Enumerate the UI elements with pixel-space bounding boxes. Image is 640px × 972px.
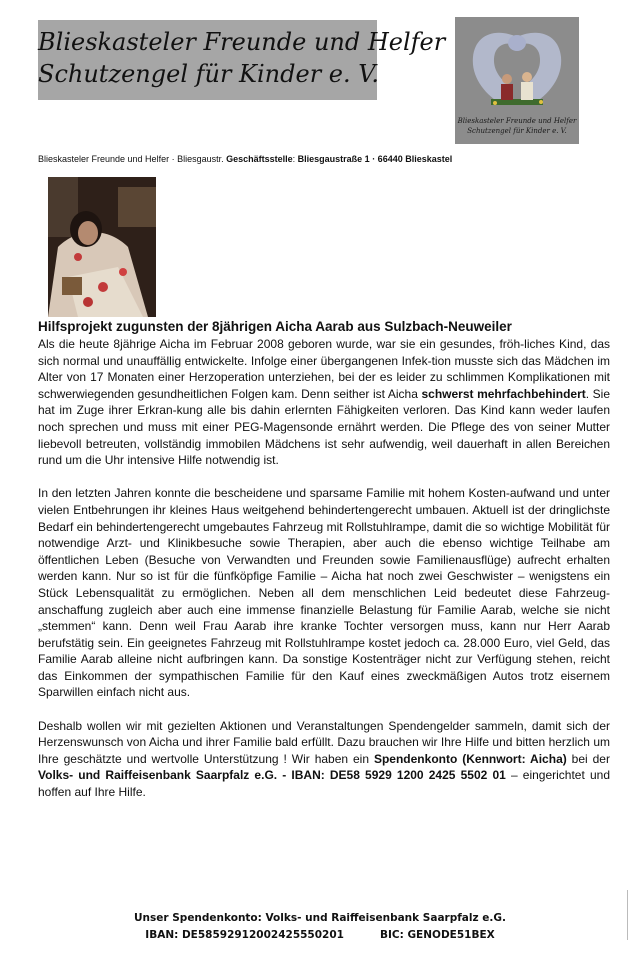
guardian-angel-logo xyxy=(455,17,579,144)
article-body xyxy=(38,336,610,817)
footer-bic: BIC: GENODE51BEX xyxy=(379,929,495,941)
paragraph-3-text-c: – eingerichtet und hoffen auf Ihre Hilfe. xyxy=(38,768,610,800)
logo-caption-line-2: Schutzengel für Kinder e. V. xyxy=(467,127,567,135)
footer-iban: IBAN: DE58592912002425550201 xyxy=(145,929,344,941)
paragraph-condition xyxy=(38,336,610,469)
address-separator: : xyxy=(292,154,298,164)
footer-line-2 xyxy=(0,927,640,944)
bank-iban-bold: Volks- und Raiffeisenbank Saarpfalz e.G. - IBAN: DE58 5929 1200 2425 5502 01 xyxy=(38,768,506,783)
paragraph-donation-appeal xyxy=(38,718,610,801)
organization-banner xyxy=(38,20,446,100)
address-label: Geschäftsstelle xyxy=(226,154,293,164)
logo-caption-line-1: Blieskasteler Freunde und Helfer xyxy=(457,117,577,125)
paragraph-1-emphasis: schwerst mehrfachbehindert xyxy=(421,386,586,401)
footer-line-1: Unser Spendenkonto: Volks- und Raiffeisenbank Saarpfalz e.G. xyxy=(134,912,506,924)
footer-bank-details xyxy=(0,910,640,944)
paragraph-3-text-b: bei der xyxy=(566,751,610,766)
address-street: Bliesgaustraße 1 · 66440 Blieskastel xyxy=(297,154,453,164)
article-headline: Hilfsprojekt zugunsten der 8jährigen Aicha Aarab aus Sulzbach-Neuweiler xyxy=(38,319,512,334)
banner-line-1: Blieskasteler Freunde und Helfer xyxy=(38,28,446,56)
paragraph-3-text-a: Deshalb wollen wir mit gezielten Aktionen und Veranstaltungen Spendengelder sammeln, damit sich der Herzenswunsch von Aicha und ihrer Familie bald erfüllt. Dazu brauchen wir Ihre Hilfe und bitten herzlich um Ihre geschätzte und wertvolle Unterstützung ! Wir haben ein xyxy=(38,718,610,766)
paragraph-1-text-b: . Sie hat im Zuge ihrer Erkran-kung alle bis dahin erlernten Fähigkeiten verloren. Das Kind kann weder laufen noch sprechen und muss mit einer PEG-Magensonde ernährt werden. Die Pflege des von seiner Mutter liebevoll betreuten, vollständig immobilen Mädchens ist sehr aufwendig, weil dauerhaft in allen Bereichen rund um die Uhr intensive Hilfe notwendig ist. xyxy=(38,386,611,468)
banner-line-2: Schutzengel für Kinder e. V. xyxy=(38,60,380,88)
address-prefix: Blieskasteler Freunde und Helfer · Bliesgaustr. xyxy=(38,154,227,164)
paragraph-vehicle-need: In den letzten Jahren konnte die bescheidene und sparsame Familie mit hohem Kosten-aufwand und unter vielen Entbehrungen ihr kleines Haus weitgehend behindertengerecht umbauen. Aktuell ist der dringlichste Bedarf ein behindertengerecht umgebautes Fahrzeug mit Rollstuhlrampe, damit die so wichtige Mobilität für notwendige Arzt- und Klinikbesuche sowie Therapien, aber auch die ebenso wichtige Teilhabe am öffentlichen Leben (Besuche von Verwandten und Freunden sowie Familienausflüge) aufrecht erhalten werden kann. Nur so ist für die fünfköpfige Familie – Aicha hat noch zwei Geschwister – wenigstens ein Stück Lebensqualität zu ermöglichen. Neben all dem menschlichen Leid bedeutet diese Fahrzeug-anschaffung zugleich aber auch eine immense finanzielle Belastung für Familie Aarab, welche sie nicht „stemmen“ kann. Denn weil Frau Aarab ihre kranke Tochter versorgen muss, kann nur Herr Aarab berufstätig sein. Ein geeignetes Fahrzeug mit Rollstuhlrampe kostet jedoch ca. 28.000 Euro, viel Geld, das Familie Aarab alleine nicht aufbringen kann. Da sonstige Kostenträger nicht zur Verfügung stehen, reicht das Einkommen der sympathischen Familie für den Kauf eines zweckmäßigen Autos trotz eisernem Sparwillen einfach nicht aus. xyxy=(38,486,610,700)
donation-account-label: Spendenkonto (Kennwort: Aicha) xyxy=(373,751,567,766)
office-address xyxy=(38,154,452,164)
child-photo xyxy=(48,177,156,317)
paragraph-1-text-a: Als die heute 8jährige Aicha im Februar 2008 geboren wurde, war sie ein gesundes, fröh-liches Kind, das sich normal und unauffällig entwickelte. Infolge einer übergangenen Infek-tion musste sich das Mädchen im Alter von 17 Monaten einer Herzoperation unterziehen, bei der es leider zu schlimmen Komplikationen mit schwerwiegenden gesundheitlichen Folgen kam. Denn seither ist Aicha xyxy=(38,337,610,401)
